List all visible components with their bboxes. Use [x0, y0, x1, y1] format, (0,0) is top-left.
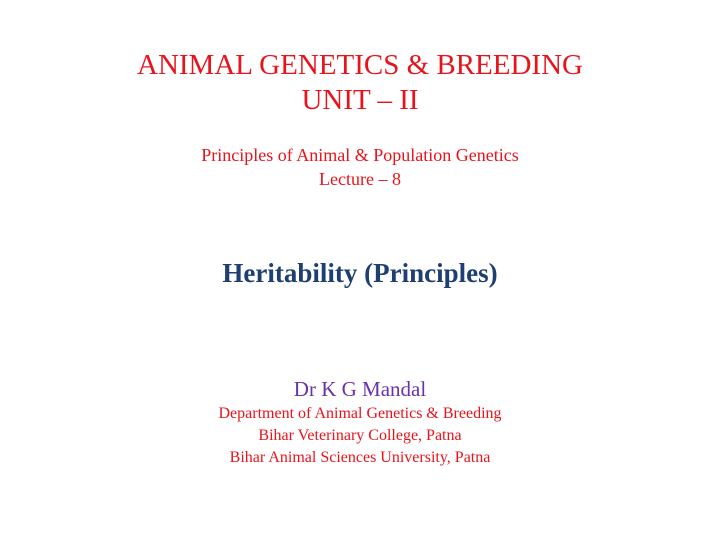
- lecture-topic: Heritability (Principles): [222, 258, 498, 288]
- author-university: Bihar Animal Sciences University, Patna: [229, 449, 491, 466]
- course-subtitle: Principles of Animal & Population Genetics: [201, 145, 519, 165]
- lecture-number: Lecture – 8: [319, 169, 401, 189]
- author-name: Dr K G Mandal: [293, 377, 427, 401]
- author-department: Department of Animal Genetics & Breeding: [218, 405, 502, 422]
- author-college: Bihar Veterinary College, Patna: [258, 427, 462, 444]
- unit-title: UNIT – II: [301, 84, 419, 116]
- course-title: ANIMAL GENETICS & BREEDING: [137, 49, 583, 81]
